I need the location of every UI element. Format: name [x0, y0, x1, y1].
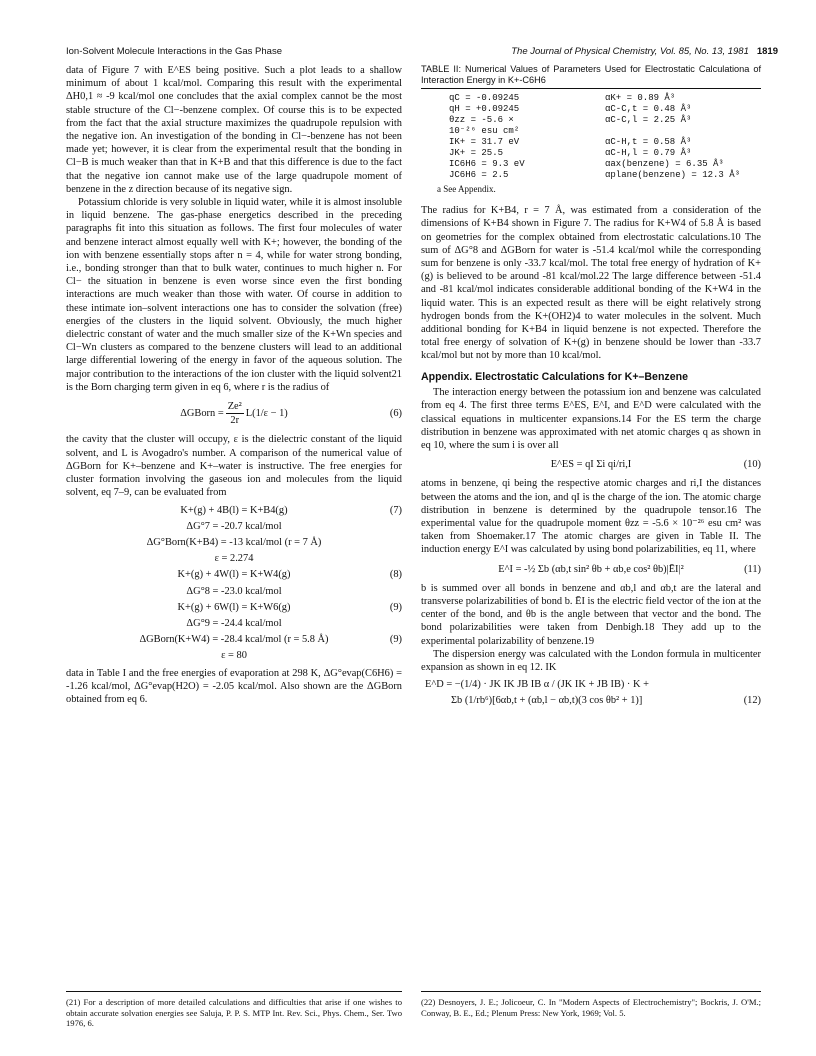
equation-number: (9) — [389, 601, 402, 613]
equation-line — [421, 694, 761, 707]
equation-text: ΔGBorn(K+W4) = -28.4 kcal/mol (r = 5.8 Å) — [139, 634, 329, 646]
header-journal — [511, 46, 778, 57]
eq6-denominator: 2r — [230, 415, 240, 427]
paragraph: atoms in benzene, qi being the respective atomic charges and ri,I the distances between the atoms and the ion, and qI is the charge of the ion. The atomic charge distribution in benzene is determined by the quadrupole tensor.16 The experimental value for the quadrupole moment θzz = -5.6 × 10⁻²⁶ esu cm² was taken from Shoemaker.17 The atomic charges are given in Table II. The induction energy E^I was calculated by using bond polarizabilities, eq 11, where — [421, 478, 761, 556]
footnote-rule — [421, 991, 761, 992]
equation-10 — [421, 458, 761, 471]
equation-number: (9) — [389, 634, 402, 646]
running-header — [66, 46, 778, 60]
table-cell: αax(benzene) = 6.35 Å³ — [605, 159, 724, 169]
eq6-numerator: Ze² — [226, 400, 244, 414]
table-footnote: a See Appendix. — [437, 184, 496, 194]
appendix-heading: Appendix. Electrostatic Calculations for K+–Benzene — [421, 370, 688, 383]
table-cell: αC-H,l = 0.79 Å³ — [605, 148, 692, 158]
table-cell: qH = +0.09245 — [449, 104, 520, 114]
equation-line — [66, 585, 402, 598]
footnote-left — [66, 991, 402, 1029]
left-column — [66, 64, 402, 706]
equation-text: K+(g) + 4W(l) = K+W4(g) — [177, 569, 291, 581]
equation-line — [66, 504, 402, 517]
equation-6 — [66, 400, 402, 427]
equation-text: ε = 80 — [221, 650, 247, 662]
footnote-rule — [66, 991, 402, 992]
table-cell: JC6H6 = 2.5 — [449, 170, 509, 180]
eq11-text: E^I = -½ Σb (αb,t sin² θb + αb,e cos² θb)|ĒI|² — [498, 563, 684, 575]
table-body — [421, 91, 761, 183]
table-2 — [421, 64, 761, 196]
eq6-lhs: ΔGBorn = — [180, 408, 224, 420]
table-cell: αC-H,t = 0.58 Å³ — [605, 137, 692, 147]
equation-text: ΔG°7 = -20.7 kcal/mol — [186, 520, 282, 532]
table-cell: αC-C,l = 2.25 Å³ — [605, 115, 692, 125]
equation-number: (8) — [389, 569, 402, 581]
paragraph: b is summed over all bonds in benzene and αb,l and αb,t are the lateral and transverse polarizabilities of bond b. ĒI is the electric field vector of the ion at the center of the bond, and θb is the angle between that vector and the bond. The bond polarizabilities were taken from Denbigh.18 They add up to the experimental polarizability of benzene.19 — [421, 582, 761, 647]
table-cell: IK+ = 31.7 eV — [449, 137, 520, 147]
table-cell: JK+ = 25.5 — [449, 148, 504, 158]
footnote-22: (22) Desnoyers, J. E.; Jolicoeur, C. In "Modern Aspects of Electrochemistry"; Bockris, J. O'M.; Conway, B. E., Ed.; Plenum Press: New York, 1969; Vol. 5. — [421, 997, 761, 1018]
footnote-right — [421, 991, 761, 1018]
right-column — [421, 64, 761, 712]
equation-number: (7) — [389, 504, 402, 516]
equation-11 — [421, 563, 761, 576]
table-rule — [421, 88, 761, 89]
equation-text: K+(g) + 6W(l) = K+W6(g) — [177, 601, 291, 613]
paragraph: the cavity that the cluster will occupy, ε is the dielectric constant of the liquid solvent, and L is Avogadro's number. A comparison of the numerical value of ΔGBorn for K+–benzene and K+–water is instructive. The free energies for cluster formation involving the gaseous ion and molecules from the liquid solvent, eq 7–9, can be evaluated from — [66, 434, 402, 499]
footnote-21: (21) For a description of more detailed calculations and difficulties that arise if one wishes to obtain accurate solvation energies see Saluja, P. P. S. MTP Int. Rev. Sci., Phys. Chem., Ser. Two 1976, 6. — [66, 997, 402, 1028]
eq11-number: (11) — [744, 563, 761, 575]
table-cell: θzz = -5.6 × — [449, 115, 514, 125]
eq10-number: (10) — [743, 459, 761, 471]
paragraph: data in Table I and the free energies of evaporation at 298 K, ΔG°evap(C6H6) = -1.26 kcal/mol, ΔG°evap(H2O) = -2.05 kcal/mol. Also shown are the ΔGBorn obtained from eq 6. — [66, 667, 402, 705]
page-number: 1819 — [756, 46, 778, 57]
table-cell: qC = -0.09245 — [449, 93, 520, 103]
equation-text: ΔG°9 = -24.4 kcal/mol — [186, 617, 282, 629]
paragraph: The interaction energy between the potassium ion and benzene was calculated from eq 4. The first three terms E^ES, E^I, and E^D were calculated with the classical equations in multicenter expansions.14 For the ES term the charge distribution in benzene was approximated with net atomic charges q as shown in eq 10, where the sum i is over all — [421, 387, 761, 451]
equation-text: ΔG°Born(K+B4) = -13 kcal/mol (r = 7 Å) — [146, 536, 322, 548]
table-cell: αplane(benzene) = 12.3 Å³ — [605, 170, 741, 180]
paragraph: data of Figure 7 with E^ES being positive. Such a plot leads to a shallow minimum of about 1 kcal/mol. Comparing this result with the experimental ΔH0,1 ≈ -9 kcal/mol one concludes that the axial complex cannot be the most stable structure of the Cl−-benzene complex. Of course this is to be expected from the fact that the axial structure maximizes the quadrupole repulsion with the negative ion. An investigation of the bonding in Cl−-benzene has not been made yet; however, it is clear from the experimental result that the bonding in Cl−B is much weaker than that in K+B and that this difference is due to the fact that the negative ion cannot make use of the large quadrupole moment of benzene in the z direction because of its negative sign. — [66, 65, 402, 195]
eq12-line-1: E^D = −(1/4) · JK IK JB IB α / (JK IK + JB IB) · K + — [425, 679, 649, 691]
paragraph: The radius for K+B4, r = 7 Å, was estimated from a consideration of the dimensions of K+B4 shown in Figure 7. The radius for K+W4 of 5.8 Å is based on geometries for the complex obtained from electrostatic calculations.10 The sum of ΔG°8 and ΔGBorn for water is -51.4 kcal/mol while the corresponding sum for benzene is only -33.7 kcal/mol. The total free energy of hydration of K+(g) is believed to be around -81 kcal/mol.22 The large difference between -51.4 and -81 kcal/mol indicates considerable additional bonding of the K+W4 in the liquid water. This is an expected result as there will be eight relatively strong hydrogen bonds from the K+(OH2)4 to water molecules in the solvent. Much additional bonding for K+B4 in liquid benzene is not expected. Therefore the total free energy of solvation of K+(g) in benzene should be lower than -33.7 kcal/mol but not by more than 10 kcal/mol. — [421, 205, 761, 362]
equation-text: K+(g) + 4B(l) = K+B4(g) — [180, 504, 288, 516]
equation-text: ΔG°8 = -23.0 kcal/mol — [186, 585, 282, 597]
header-article-title: Ion-Solvent Molecule Interactions in the Gas Phase — [66, 46, 282, 57]
equation-line — [66, 649, 402, 662]
eq6-number: (6) — [389, 408, 402, 420]
equation-line — [66, 536, 402, 549]
equation-12 — [421, 678, 761, 707]
equation-block — [66, 504, 402, 663]
paragraph: Potassium chloride is very soluble in liquid water, while it is almost insoluble in liquid benzene. The gas-phase energetics described in the preceding paragraphs fit into this situation as follows. The first four molecules of water and benzene interact almost equally well with K+; however, the bonding of the ion with benzene essentially stops after n = 4, while for water strong bonding, i.e., bonding stronger than that to bulk water, continues to much higher n. For Cl− the situation in benzene is even worse since even the first bonding interactions are much weaker than those with water. Of course in addition to these intimate ion–solvent interactions one has to consider the solvation (free) energies of the clusters in the liquid solvent. Obviously, the much higher dielectric constant of water and the much smaller size of the K+Wn species and Cl−Wn clusters as compared to the benzene clusters will lead to an additional large differential lowering of the energy in favor of the aqueous solution. The major contribution to the interactions of the ion cluster with the liquid solvent21 is the Born charging term given in eq 6, where r is the radius of — [66, 197, 402, 393]
table-cell: 10⁻²⁶ esu cm² — [449, 126, 520, 136]
equation-text: ε = 2.274 — [214, 553, 254, 565]
eq6-fraction — [226, 400, 244, 427]
table-cell: αC-C,t = 0.48 Å³ — [605, 104, 692, 114]
equation-line — [421, 678, 761, 691]
eq12-line-2: Σb (1/rb⁶)[6αb,t + (αb,l − αb,t)(3 cos θb² + 1)] — [451, 695, 643, 707]
table-title: TABLE II: Numerical Values of Parameters Used for Electrostatic Calculationa of Interaction Energy in K+-C6H6 — [421, 64, 761, 85]
table-cell — [605, 126, 761, 137]
table-cell: IC6H6 = 9.3 eV — [449, 159, 525, 169]
journal-citation: The Journal of Physical Chemistry, Vol. 85, No. 13, 1981 — [511, 46, 749, 57]
eq12-number: (12) — [743, 695, 761, 707]
eq6-rest: L(1/ε − 1) — [245, 408, 288, 420]
equation-line — [66, 568, 402, 581]
table-cell: αK+ = 0.89 Å³ — [605, 93, 676, 103]
equation-line — [66, 552, 402, 565]
equation-line — [66, 633, 402, 646]
eq10-text: E^ES = qI Σi qi/ri,I — [550, 459, 632, 471]
paragraph: The dispersion energy was calculated with the London formula in multicenter expansion as shown in eq 12. IK — [421, 648, 761, 673]
equation-line — [66, 617, 402, 630]
equation-line — [66, 520, 402, 533]
equation-line — [66, 601, 402, 614]
